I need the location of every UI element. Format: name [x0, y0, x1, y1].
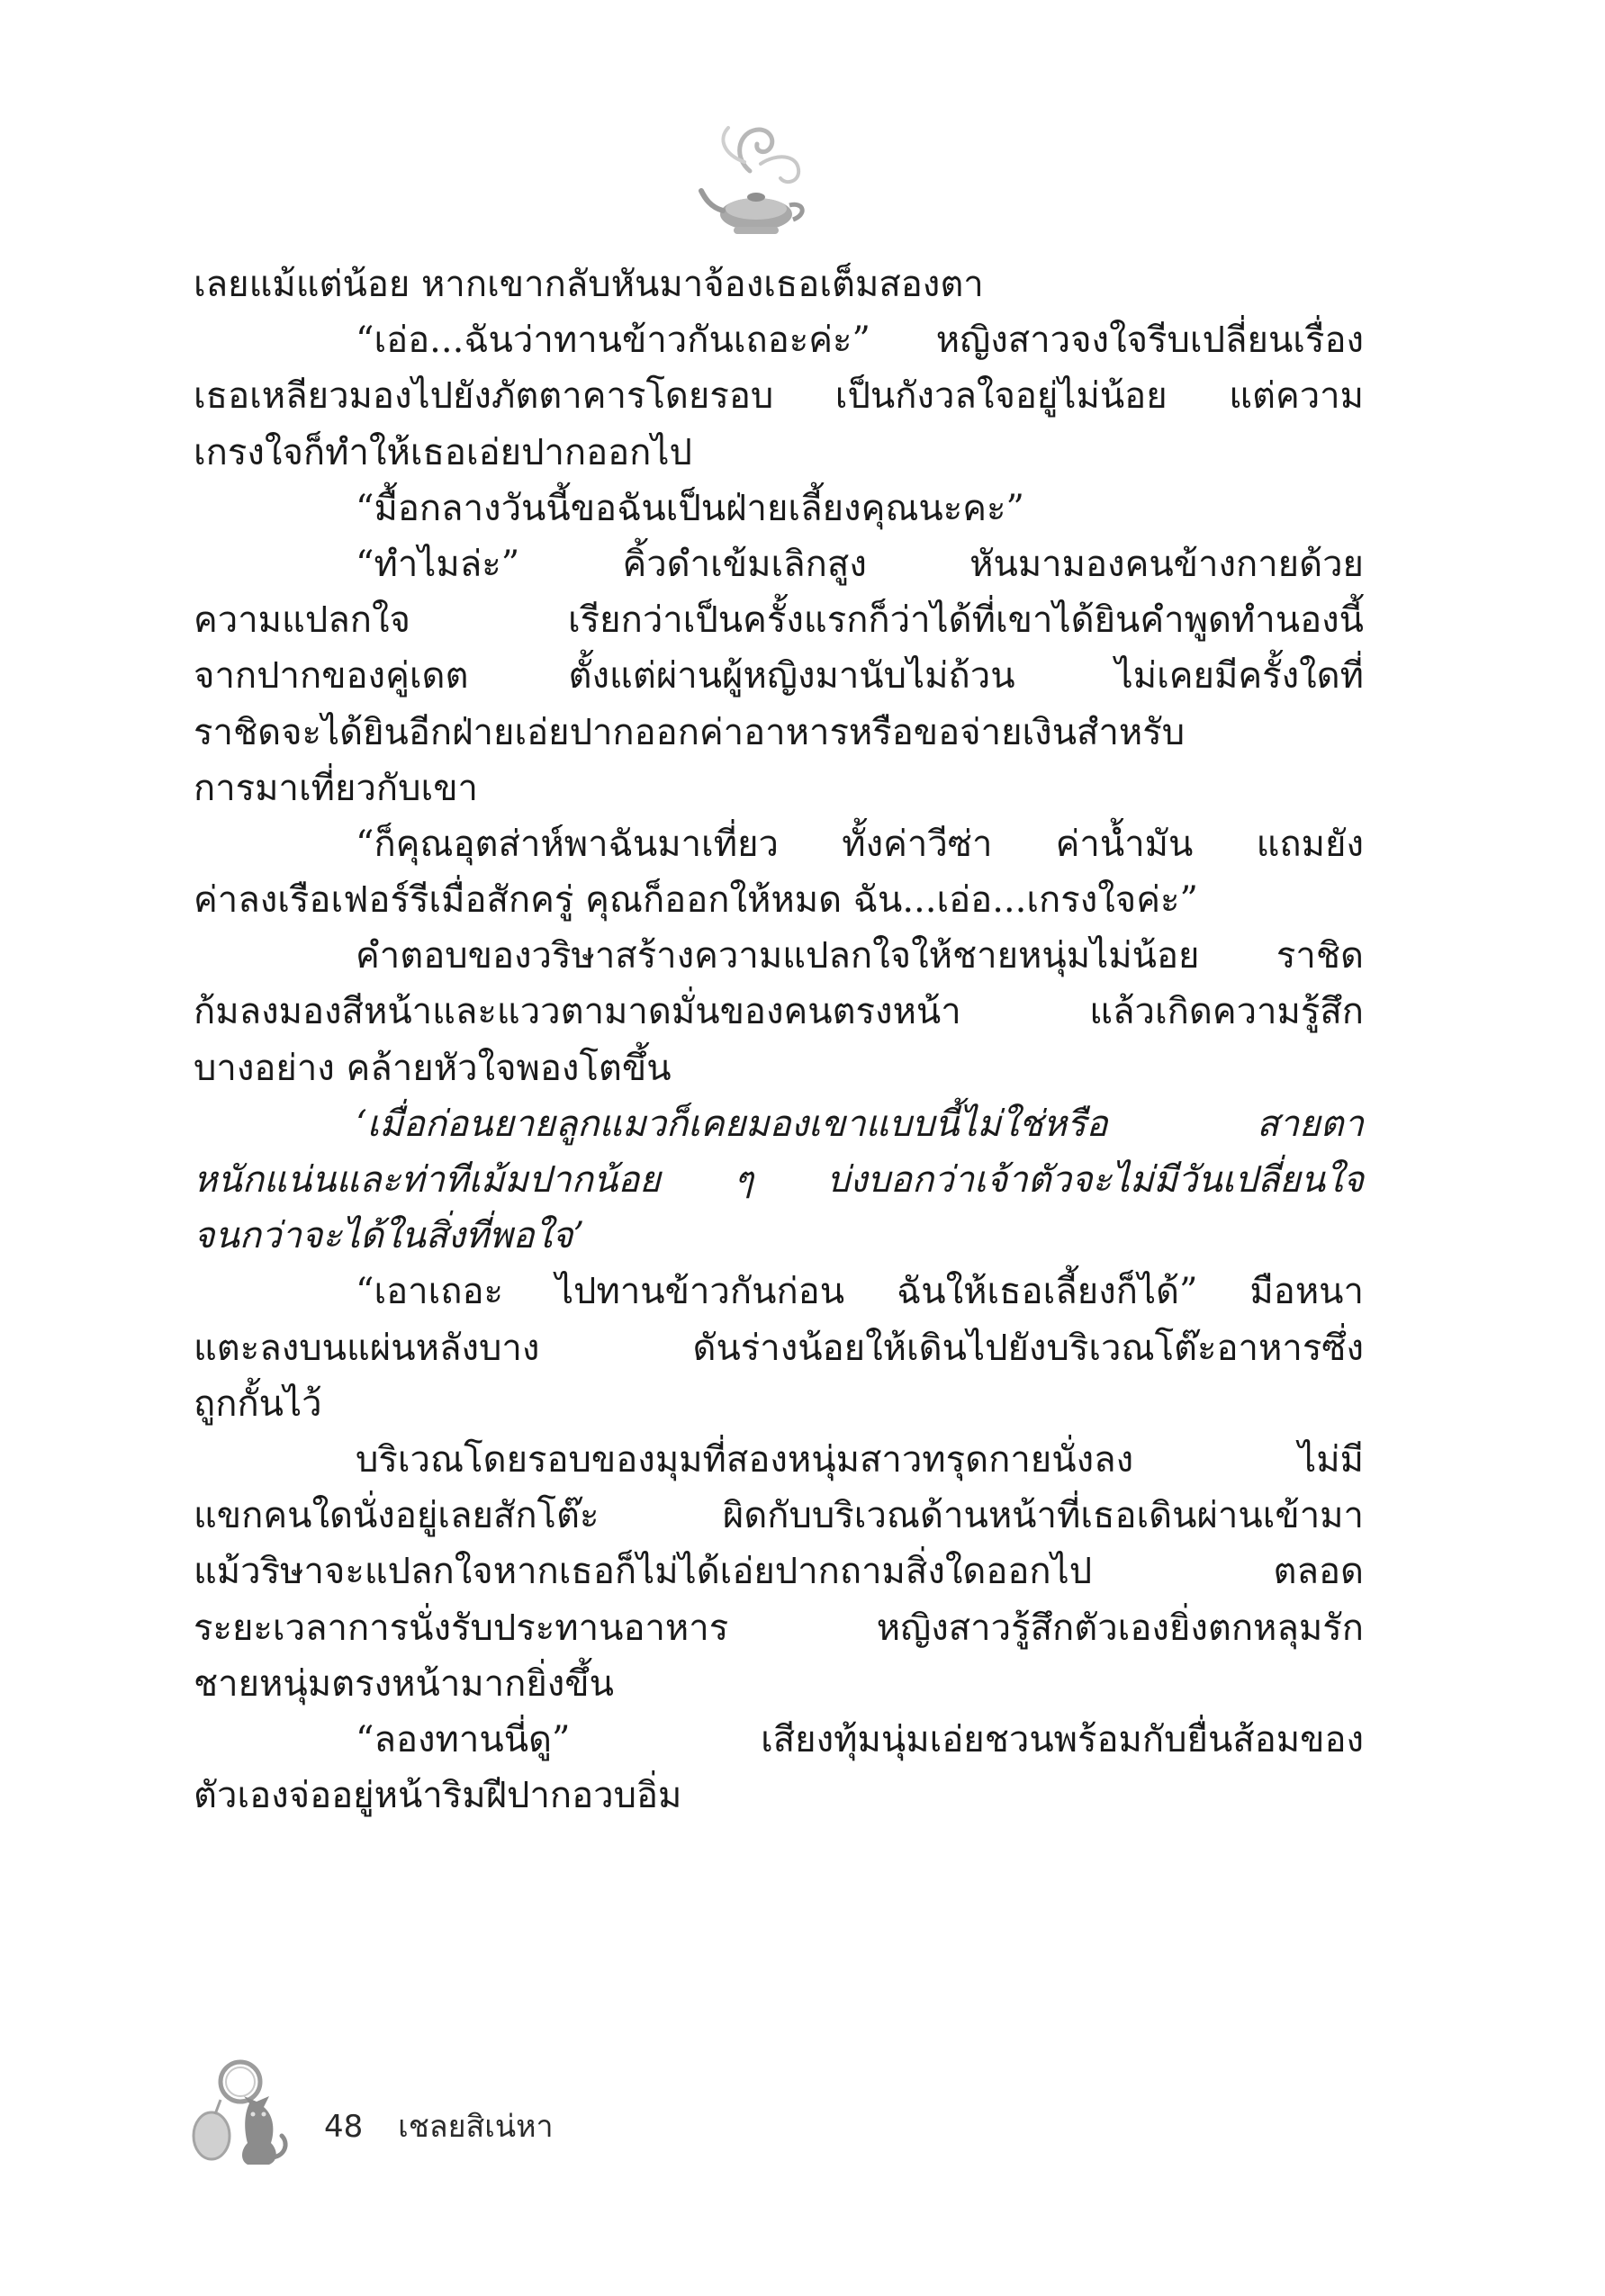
teapot-ornament-icon — [698, 108, 815, 243]
italic-text-line: ‘เมื่อก่อนยายลูกแมวก็เคยมองเขาแบบนี้ไม่ใช่หรือ สายตา — [356, 1103, 1364, 1145]
text-line: เลยแม้แต่น้อย หากเขากลับหันมาจ้องเธอเต็มสองตา — [194, 264, 984, 305]
keyring-charm-icon — [185, 2057, 302, 2174]
text-line: ชายหนุ่มตรงหน้ามากยิ่งขึ้น — [194, 1662, 614, 1705]
text-line: แตะลงบนแผ่นหลังบาง ดันร่างน้อยให้เดินไปยังบริเวณโต๊ะอาหารซึ่ง — [194, 1327, 1364, 1369]
text-line: “ลองทานนี่ดู” เสียงทุ้มนุ่มเอ่ยชวนพร้อมกับยื่นส้อมของ — [356, 1718, 1364, 1760]
text-line: ก้มลงมองสีหน้าและแววตามาดมั่นของคนตรงหน้า แล้วเกิดความรู้สึก — [194, 991, 1364, 1033]
page-number: 48 — [324, 2109, 364, 2145]
italic-text-line: จนกว่าจะได้ในสิ่งที่พอใจ’ — [194, 1215, 585, 1257]
text-line: จากปากของคู่เดต ตั้งแต่ผ่านผู้หญิงมานับไม่ถ้วน ไม่เคยมีครั้งใดที่ — [194, 655, 1364, 698]
text-line: บางอย่าง คล้ายหัวใจพองโตขึ้น — [194, 1047, 672, 1089]
text-line: ตัวเองจ่ออยู่หน้าริมฝีปากอวบอิ่ม — [194, 1775, 682, 1817]
text-line: ราชิดจะได้ยินอีกฝ่ายเอ่ยปากออกค่าอาหารหรือขอจ่ายเงินสำหรับ — [194, 711, 1186, 753]
text-line: เกรงใจก็ทำให้เธอเอ่ยปากออกไป — [194, 431, 692, 473]
body-text — [194, 257, 1364, 1823]
book-title: เชลยสิเน่หา — [398, 2109, 554, 2145]
page-footer — [324, 2102, 554, 2150]
italic-text-line: หนักแน่นและท่าทีเม้มปากน้อย ๆ บ่งบอกว่าเจ้าตัวจะไม่มีวันเปลี่ยนใจ — [194, 1159, 1364, 1201]
text-line: ระยะเวลาการนั่งรับประทานอาหาร หญิงสาวรู้สึกตัวเองยิ่งตกหลุมรัก — [194, 1607, 1364, 1649]
text-line: บริเวณโดยรอบของมุมที่สองหนุ่มสาวทรุดกายนั่งลง ไม่มี — [356, 1438, 1364, 1481]
text-line: ความแปลกใจ เรียกว่าเป็นครั้งแรกก็ว่าได้ที่เขาได้ยินคำพูดทำนองนี้ — [194, 599, 1364, 642]
text-line: “เอาเถอะ ไปทานข้าวกันก่อน ฉันให้เธอเลี้ยงก็ได้” มือหนา — [356, 1271, 1364, 1313]
text-line: “มื้อกลางวันนี้ขอฉันเป็นฝ่ายเลี้ยงคุณนะคะ” — [356, 487, 1024, 529]
text-line: ถูกกั้นไว้ — [194, 1382, 322, 1425]
text-line: แม้วริษาจะแปลกใจหากเธอก็ไม่ได้เอ่ยปากถามสิ่งใดออกไป ตลอด — [194, 1551, 1364, 1593]
text-line: “ทำไมล่ะ” คิ้วดำเข้มเลิกสูง หันมามองคนข้างกายด้วย — [356, 543, 1364, 585]
text-line: “ก็คุณอุตส่าห์พาฉันมาเที่ยว ทั้งค่าวีซ่า ค่าน้ำมัน แถมยัง — [356, 823, 1364, 865]
text-line: แขกคนใดนั่งอยู่เลยสักโต๊ะ ผิดกับบริเวณด้านหน้าที่เธอเดินผ่านเข้ามา — [194, 1495, 1364, 1537]
text-line: เธอเหลียวมองไปยังภัตตาคารโดยรอบ เป็นกังวลใจอยู่ไม่น้อย แต่ความ — [194, 375, 1364, 418]
text-line: “เอ่อ...ฉันว่าทานข้าวกันเถอะค่ะ” หญิงสาวจงใจรีบเปลี่ยนเรื่อง — [356, 320, 1364, 362]
text-line: ค่าลงเรือเฟอร์รีเมื่อสักครู่ คุณก็ออกให้หมด ฉัน...เอ่อ...เกรงใจค่ะ” — [194, 879, 1198, 922]
text-line: คำตอบของวริษาสร้างความแปลกใจให้ชายหนุ่มไม่น้อย ราชิด — [356, 935, 1364, 977]
text-line: การมาเที่ยวกับเขา — [194, 767, 479, 809]
